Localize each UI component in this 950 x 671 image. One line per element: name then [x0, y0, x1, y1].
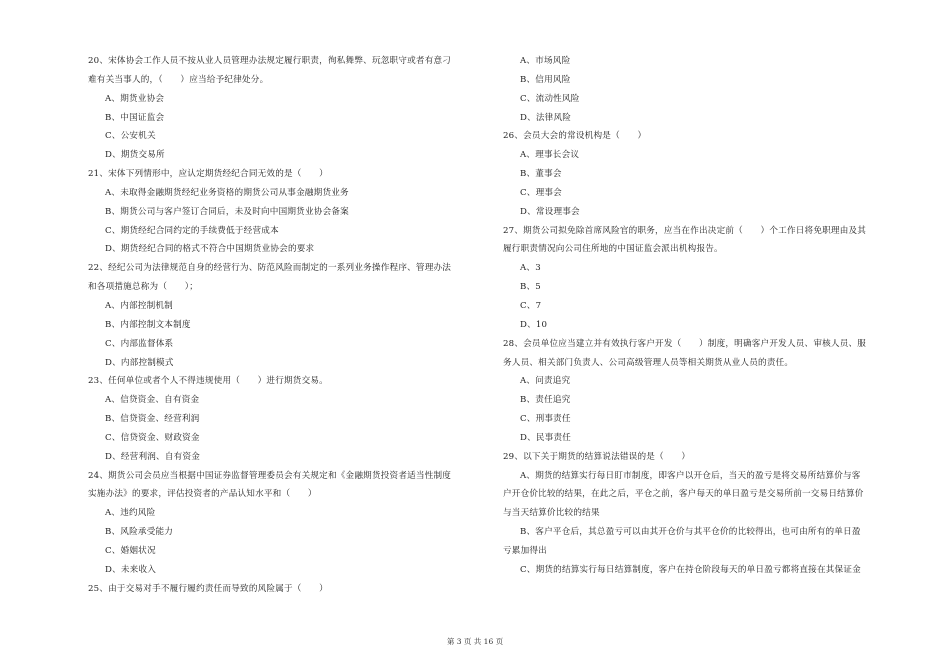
answer-option-line: D、10 [520, 319, 548, 330]
question-text-line: 户开仓价比较的结果，在此之后，平仓之前，客户每天的单日盈亏是交易所前一交易日结算价 [503, 489, 864, 500]
answer-option-line: C、婚姻状况 [105, 545, 156, 556]
answer-option-line: A、违约风险 [105, 508, 156, 519]
answer-option-line: A、未取得金融期货经纪业务资格的期货公司从事金融期货业务 [105, 187, 349, 198]
answer-option-line: B、内部控制文本制度 [105, 319, 191, 330]
question-text-line: 实施办法》的要求，评估投资者的产品认知水平和（ ） [88, 489, 317, 500]
question-text-line: 履行职责情况向公司住所地的中国证监会派出机构报告。 [503, 244, 723, 255]
question-text-line: 26、会员大会的常设机构是（ ） [503, 131, 647, 142]
answer-option-line: C、公安机关 [105, 131, 156, 142]
answer-option-line: C、7 [520, 300, 542, 311]
answer-option-line: B、责任追究 [520, 395, 571, 406]
answer-option-line: C、期货经纪合同约定的手续费低于经营成本 [105, 225, 279, 236]
answer-option-line: C、期货的结算实行每日结算制度，客户在持仓阶段每天的单日盈亏都将直接在其保证金 [520, 564, 861, 575]
question-text-line: 23、任何单位或者个人不得违规使用（ ）进行期货交易。 [88, 376, 328, 387]
question-text-line: 与当天结算价比较的结果 [503, 508, 600, 519]
answer-option-line: B、董事会 [520, 169, 562, 180]
answer-option-line: B、5 [520, 282, 541, 293]
question-text-line: 21、宋体下列情形中，应认定期货经纪合同无效的是（ ） [88, 169, 328, 180]
answer-option-line: C、理事会 [520, 187, 562, 198]
answer-option-line: C、信贷资金、财政资金 [105, 432, 200, 443]
answer-option-line: D、内部控制模式 [105, 357, 174, 368]
answer-option-line: A、市场风险 [520, 56, 571, 66]
question-text-line: 和各项措施总称为（ ）； [88, 282, 199, 293]
question-text-line: 务人员、相关部门负责人、公司高级管理人员等相关期货从业人员的责任。 [503, 357, 794, 368]
question-text-line: 22、经纪公司为法律规范自身的经营行为、防范风险而制定的一系列业务操作程序、管理办法 [88, 263, 452, 274]
question-text-line: 25、由于交易对手不履行履约责任而导致的风险属于（ ） [88, 583, 328, 594]
answer-option-line: D、期货交易所 [105, 150, 165, 161]
answer-option-line: B、中国证监会 [105, 112, 165, 123]
answer-option-line: D、经营利润、自有资金 [105, 451, 201, 462]
answer-option-line: B、期货公司与客户签订合同后，未及时向中国期货业协会备案 [105, 206, 349, 217]
answer-option-line: B、风险承受能力 [105, 527, 174, 538]
answer-option-line: B、信用风险 [520, 74, 571, 85]
question-text-line: 亏累加得出 [503, 545, 547, 556]
answer-option-line: A、理事长会议 [520, 150, 580, 161]
answer-option-line: A、3 [520, 263, 541, 274]
page-footer: 第 3 页 共 16 页 [446, 637, 504, 646]
left-column [88, 52, 488, 598]
answer-option-line: B、信贷资金、经营利润 [105, 414, 200, 425]
answer-option-line: D、期货经纪合同的格式不符合中国期货业协会的要求 [105, 244, 315, 255]
answer-option-line: D、民事责任 [520, 432, 572, 443]
answer-option-line: A、问责追究 [520, 376, 571, 387]
answer-option-line: A、期货的结算实行每日盯市制度，即客户以开仓后，当天的盈亏是将交易所结算价与客 [520, 470, 861, 481]
question-text-line: 24、期货公司会员应当根据中国证券监督管理委员会有关规定和《金融期货投资者适当性制度 [88, 470, 452, 481]
answer-option-line: A、期货业协会 [105, 93, 165, 104]
answer-option-line: D、法律风险 [520, 112, 572, 123]
answer-option-line: C、刑事责任 [520, 414, 571, 425]
right-column [503, 52, 905, 580]
question-text-line: 难有关当事人的，（ ）应当给予纪律处分。 [88, 74, 269, 85]
question-text-line: 29、以下关于期货的结算说法错误的是（ ） [503, 451, 691, 462]
answer-option-line: D、未来收入 [105, 564, 157, 575]
answer-option-line: C、内部监督体系 [105, 338, 174, 349]
answer-option-line: B、客户平仓后，其总盈亏可以由其开仓价与其平仓价的比较得出，也可由所有的单日盈 [520, 527, 861, 538]
question-text-line: 28、会员单位应当建立并有效执行客户开发（ ）制度，明确客户开发人员、审核人员、服 [503, 338, 867, 349]
answer-option-line: A、信贷资金、自有资金 [105, 395, 200, 406]
question-text-line: 27、期货公司拟免除首席风险官的职务，应当在作出决定前（ ）个工作日将免职理由及其 [503, 225, 867, 236]
question-text-line: 20、宋体协会工作人员不按从业人员管理办法规定履行职责，徇私舞弊、玩忽职守或者有意刁 [88, 56, 452, 66]
answer-option-line: D、常设理事会 [520, 206, 580, 217]
answer-option-line: C、流动性风险 [520, 93, 580, 104]
answer-option-line: A、内部控制机制 [105, 300, 173, 311]
